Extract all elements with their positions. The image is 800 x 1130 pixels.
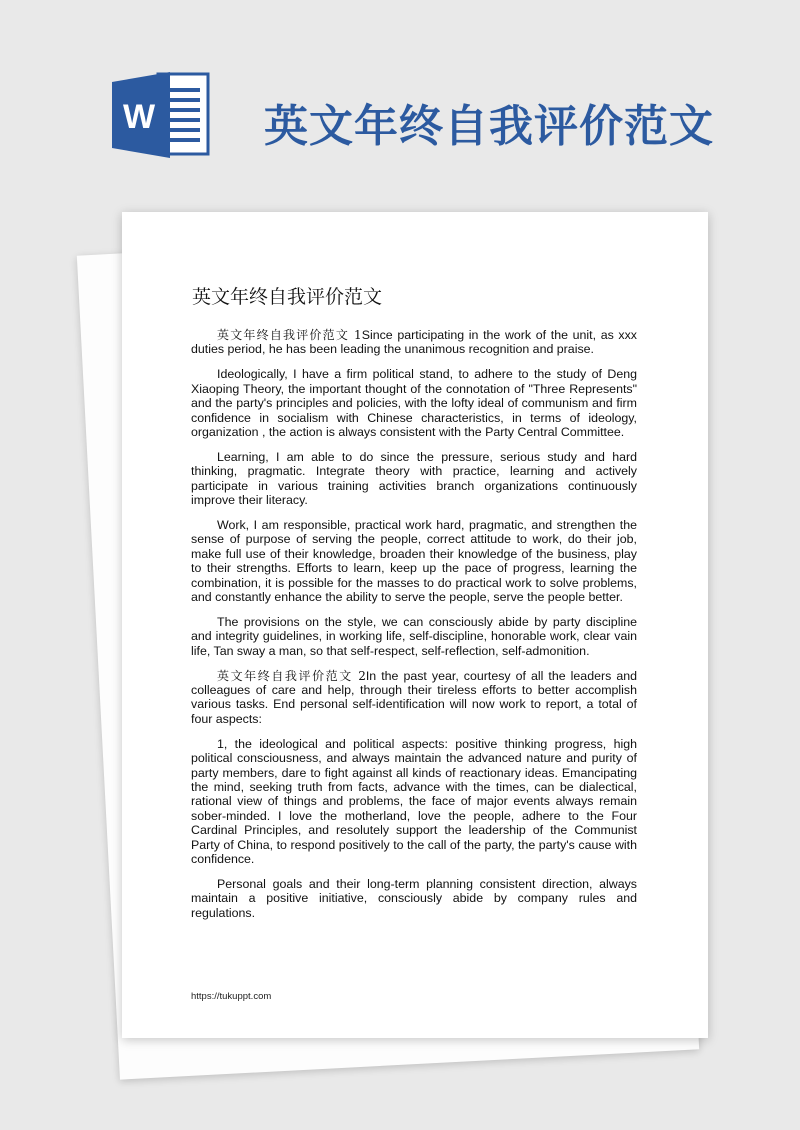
paragraph-text: Learning, I am able to do since the pressure, serious study and hard thinking, pragmatic. Integrate theory with practice, learning and actively participate in various training activities branch organizations continuously improve their literacy. bbox=[191, 449, 637, 508]
word-document-icon bbox=[112, 70, 212, 160]
paragraph bbox=[191, 877, 637, 920]
paragraph-text: The provisions on the style, we can consciously abide by party discipline and integrity guidelines, in working life, self-discipline, honorable work, clear vain life, Tan sway a man, so that self-respect, self-reflection, self-admonition. bbox=[191, 614, 637, 658]
svg-text:W: W bbox=[122, 98, 156, 136]
document-body bbox=[191, 328, 637, 931]
paragraph bbox=[191, 615, 637, 658]
page-title: 英文年终自我评价范文 bbox=[264, 101, 714, 152]
paragraph bbox=[191, 518, 637, 604]
paragraph-text: Personal goals and their long-term planning consistent direction, always maintain a positive initiative, consciously abide by company rules and regulations. bbox=[191, 876, 637, 920]
paragraph-text: Since participating in the work of the unit, as xxx duties period, he has been leading the unanimous recognition and praise. bbox=[191, 328, 638, 357]
paragraph bbox=[191, 450, 637, 508]
paragraph bbox=[191, 669, 637, 727]
paragraph-prefix: 英文年终自我评价范文 1 bbox=[217, 328, 362, 342]
page-header bbox=[0, 0, 800, 210]
paragraph bbox=[191, 367, 637, 439]
paragraph-text: 1, the ideological and political aspects: positive thinking progress, high political consciousness, and always maintain the advanced nature and purity of party members, dare to fight against all kinds of reactionary ideas. Emancipating the mind, seeking truth from facts, advance with the times, can be dialectical, rational view of things and problems, the face of major events always remain sober-minded. I love the motherland, love the people, adhere to the Four Cardinal Principles, and resolutely support the leadership of the Communist Party of China, to respond positively to the call of the party, the party's cause with confidence. bbox=[191, 736, 637, 866]
paragraph-text: Ideologically, I have a firm political stand, to adhere to the study of Deng Xiaoping Theory, the important thought of the connotation of "Three Represents" and the party's principles and policies, with the lofty ideal of communism and firm confidence in socialism with Chinese characteristics, in terms of ideology, organization , the action is always consistent with the Party Central Committee. bbox=[191, 367, 637, 439]
paragraph bbox=[191, 328, 637, 357]
paragraph-text: Work, I am responsible, practical work hard, pragmatic, and strengthen the sense of purpose of serving the people, correct attitude to work, do their job, make full use of their knowledge, broaden their knowledge of the business, play to their strengths. Efforts to learn, keep up the pace of progress, learning the combination, it is possible for the masses to do practical work to solve problems, and constantly enhance the ability to serve the people, serve the people better. bbox=[191, 517, 637, 604]
paragraph-text: In the past year, courtesy of all the leaders and colleagues of care and help, through their tireless efforts to better accomplish various tasks. End personal self-identification will now work to report, a total of four aspects: bbox=[191, 668, 637, 726]
document-page bbox=[122, 212, 708, 1038]
document-title: 英文年终自我评价范文 bbox=[192, 286, 383, 308]
footer-url: https://tukuppt.com bbox=[191, 991, 272, 1002]
paragraph-prefix: 英文年终自我评价范文 2 bbox=[217, 668, 366, 683]
paragraph bbox=[191, 737, 637, 867]
